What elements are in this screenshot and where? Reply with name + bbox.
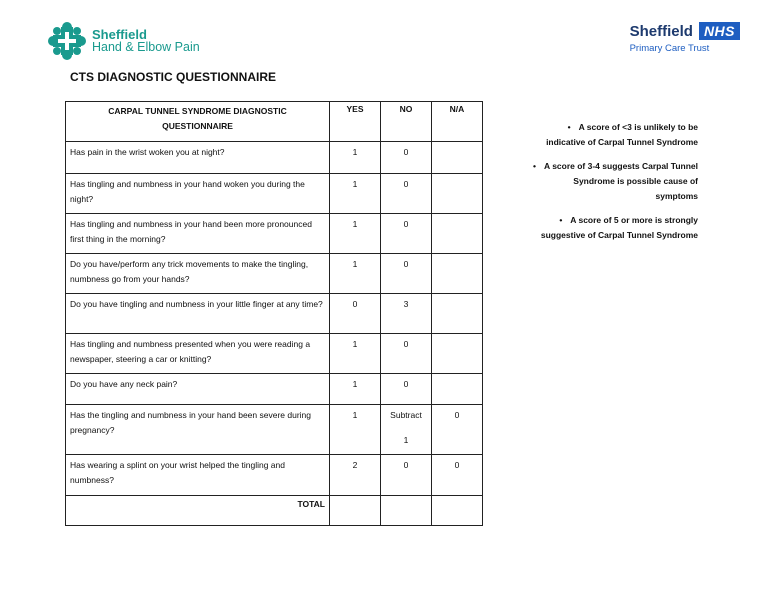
total-label: TOTAL <box>66 496 330 526</box>
note-line: symptoms <box>655 191 698 201</box>
question-cell: Do you have any neck pain? <box>66 374 330 405</box>
table-row <box>66 294 483 334</box>
no-score-cell: 0 <box>381 374 432 405</box>
na-score-cell: 0 <box>432 405 483 455</box>
na-score-cell <box>432 142 483 174</box>
na-score-cell <box>432 294 483 334</box>
yes-score-cell: 1 <box>330 174 381 214</box>
scoring-note <box>508 120 698 150</box>
yes-score-cell: 1 <box>330 374 381 405</box>
yes-score-cell: 2 <box>330 455 381 496</box>
page-title: CTS DIAGNOSTIC QUESTIONNAIRE <box>70 70 277 84</box>
na-score-cell <box>432 374 483 405</box>
no-score-subtract-label: Subtract <box>390 410 422 420</box>
nhs-badge: NHS <box>699 22 740 40</box>
total-na-cell <box>432 496 483 526</box>
question-cell: Has the tingling and numbness in your hand been severe during pregnancy? <box>66 405 330 455</box>
na-score-cell <box>432 334 483 374</box>
na-score-cell <box>432 254 483 294</box>
no-score-subtract-value: 1 <box>403 435 409 445</box>
yes-score-cell: 0 <box>330 294 381 334</box>
table-row <box>66 374 483 405</box>
table-row <box>66 334 483 374</box>
nhs-logo <box>630 22 740 54</box>
table-row <box>66 455 483 496</box>
na-score-cell <box>432 174 483 214</box>
nhs-logo-name: Sheffield <box>629 22 693 40</box>
question-cell: Has tingling and numbness in your hand been more pronounced first thing in the morning? <box>66 214 330 254</box>
note-line: Syndrome is possible cause of <box>573 176 698 186</box>
note-line: A score of <3 is unlikely to be <box>578 122 698 132</box>
no-score-cell: 0 <box>381 254 432 294</box>
header-na: N/A <box>432 102 483 142</box>
header-question <box>66 102 330 142</box>
yes-score-cell: 1 <box>330 405 381 455</box>
header-question-line1: CARPAL TUNNEL SYNDROME DIAGNOSTIC <box>108 106 287 116</box>
no-score-cell: 0 <box>381 142 432 174</box>
bullet-icon: • <box>533 161 537 171</box>
bullet-icon: • <box>559 215 563 225</box>
note-line: A score of 5 or more is strongly <box>570 215 698 225</box>
total-row <box>66 496 483 526</box>
no-score-cell: 0 <box>381 455 432 496</box>
no-score-cell: 0 <box>381 334 432 374</box>
no-score-cell: 0 <box>381 174 432 214</box>
sheffield-hand-elbow-logo <box>48 22 200 60</box>
question-cell: Do you have/perform any trick movements to make the tingling, numbness go from your hands? <box>66 254 330 294</box>
question-cell: Has wearing a splint on your wrist helped the tingling and numbness? <box>66 455 330 496</box>
scoring-notes <box>508 120 698 252</box>
yes-score-cell: 1 <box>330 142 381 174</box>
table-row <box>66 142 483 174</box>
question-cell: Do you have tingling and numbness in your little finger at any time? <box>66 294 330 334</box>
scoring-note <box>508 213 698 243</box>
bullet-icon: • <box>567 122 571 132</box>
question-cell: Has tingling and numbness presented when you were reading a newspaper, steering a car or knitting? <box>66 334 330 374</box>
table-row <box>66 214 483 254</box>
scoring-note <box>508 159 698 204</box>
no-score-cell: 3 <box>381 294 432 334</box>
note-line: A score of 3-4 suggests Carpal Tunnel <box>544 161 698 171</box>
note-line: indicative of Carpal Tunnel Syndrome <box>546 137 698 147</box>
no-score-cell <box>381 405 432 455</box>
table-row <box>66 254 483 294</box>
na-score-cell <box>432 214 483 254</box>
total-no-cell <box>381 496 432 526</box>
table-header-row <box>66 102 483 142</box>
total-yes-cell <box>330 496 381 526</box>
nhs-logo-subtitle: Primary Care Trust <box>629 43 710 54</box>
logo-line-1: Sheffield <box>92 27 147 42</box>
table-row <box>66 174 483 214</box>
table-row <box>66 405 483 455</box>
question-cell: Has pain in the wrist woken you at night? <box>66 142 330 174</box>
yes-score-cell: 1 <box>330 254 381 294</box>
na-score-cell: 0 <box>432 455 483 496</box>
header-no: NO <box>381 102 432 142</box>
question-cell: Has tingling and numbness in your hand woken you during the night? <box>66 174 330 214</box>
header-question-line2: QUESTIONNAIRE <box>162 121 233 131</box>
logo-line-2: Hand & Elbow Pain <box>92 40 200 54</box>
questionnaire-table <box>65 101 483 526</box>
yes-score-cell: 1 <box>330 334 381 374</box>
no-score-cell: 0 <box>381 214 432 254</box>
yes-score-cell: 1 <box>330 214 381 254</box>
header-yes: YES <box>330 102 381 142</box>
note-line: suggestive of Carpal Tunnel Syndrome <box>540 230 698 240</box>
flower-cross-logo-icon <box>48 22 86 60</box>
